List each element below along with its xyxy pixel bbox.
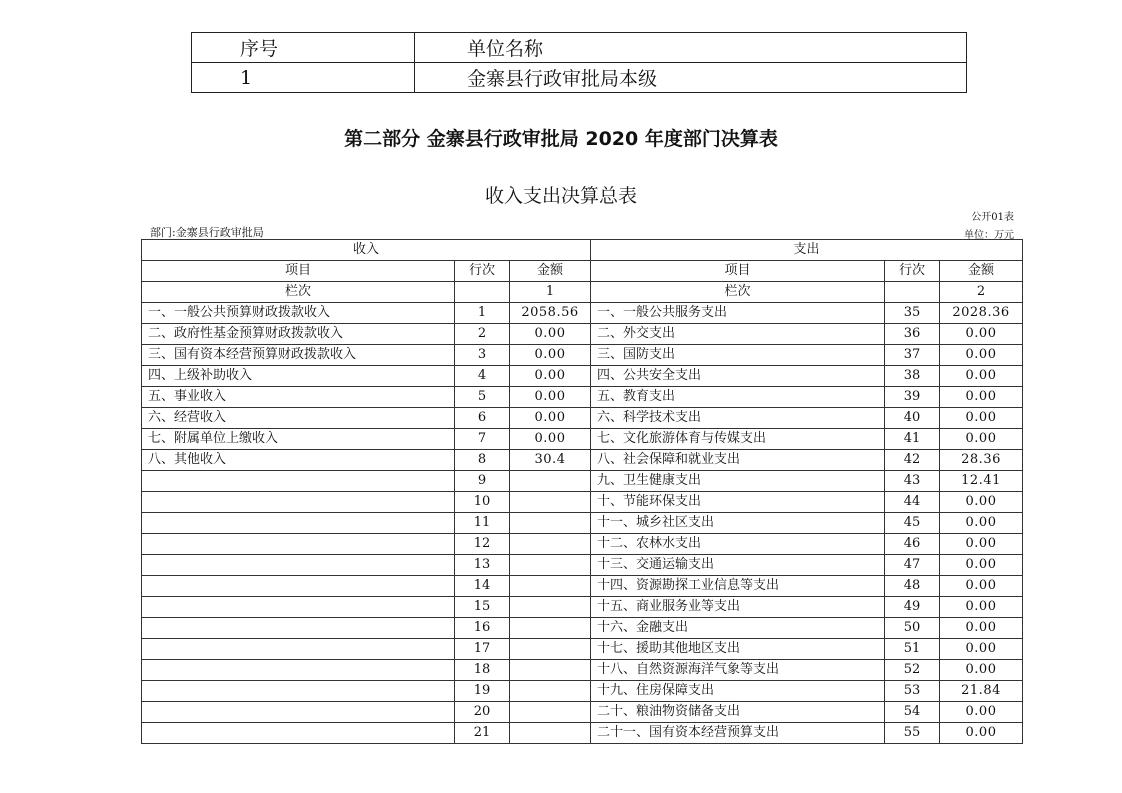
- expense-amount: 0.00: [940, 387, 1023, 408]
- department-label: 部门:金寨县行政审批局: [150, 226, 264, 239]
- table-row: [142, 513, 1023, 534]
- unit-list-row: [192, 63, 967, 93]
- income-amount: 0.00: [510, 387, 591, 408]
- table-row: [142, 450, 1023, 471]
- table-row: [142, 660, 1023, 681]
- income-amount: 0.00: [510, 366, 591, 387]
- expense-row-no: 45: [885, 513, 940, 534]
- income-item: 一、一般公共预算财政拨款收入: [142, 303, 455, 324]
- table-row: [142, 576, 1023, 597]
- income-item: [142, 513, 455, 534]
- expense-item: 十九、住房保障支出: [591, 681, 885, 702]
- expense-item: 二十一、国有资本经营预算支出: [591, 723, 885, 744]
- income-amount: [510, 534, 591, 555]
- table-row: [142, 324, 1023, 345]
- expense-col-item: 项目: [591, 261, 885, 282]
- expense-col-row: 行次: [885, 261, 940, 282]
- expense-row-no: 43: [885, 471, 940, 492]
- expense-item: 十四、资源勘探工业信息等支出: [591, 576, 885, 597]
- expense-amount: 0.00: [940, 408, 1023, 429]
- expense-row-no: 48: [885, 576, 940, 597]
- expense-lanci-label: 栏次: [591, 282, 885, 303]
- expense-item: 十、节能环保支出: [591, 492, 885, 513]
- income-amount: [510, 618, 591, 639]
- income-row-no: 14: [455, 576, 510, 597]
- expense-row-no: 35: [885, 303, 940, 324]
- income-row-no: 2: [455, 324, 510, 345]
- table-row: [142, 492, 1023, 513]
- expense-amount: 0.00: [940, 429, 1023, 450]
- income-item: [142, 492, 455, 513]
- expense-amount: 0.00: [940, 555, 1023, 576]
- expense-row-no: 42: [885, 450, 940, 471]
- income-amount: 0.00: [510, 345, 591, 366]
- expense-row-no: 46: [885, 534, 940, 555]
- income-item: [142, 597, 455, 618]
- expense-amount: 0.00: [940, 513, 1023, 534]
- income-amount: 2058.56: [510, 303, 591, 324]
- expense-item: 十七、援助其他地区支出: [591, 639, 885, 660]
- expense-amount: 0.00: [940, 324, 1023, 345]
- income-row-no: 1: [455, 303, 510, 324]
- income-amount: [510, 660, 591, 681]
- expense-row-no: 47: [885, 555, 940, 576]
- table-row: [142, 471, 1023, 492]
- expense-item: 六、科学技术支出: [591, 408, 885, 429]
- expense-item: 八、社会保障和就业支出: [591, 450, 885, 471]
- income-col-item: 项目: [142, 261, 455, 282]
- expense-lanci-blank: [885, 282, 940, 303]
- table-row: [142, 534, 1023, 555]
- income-item: 五、事业收入: [142, 387, 455, 408]
- expense-item: 四、公共安全支出: [591, 366, 885, 387]
- table-row: [142, 618, 1023, 639]
- income-amount: [510, 597, 591, 618]
- expense-row-no: 37: [885, 345, 940, 366]
- income-expense-body: [142, 303, 1023, 744]
- expense-row-no: 40: [885, 408, 940, 429]
- form-code: 公开01表: [971, 212, 1014, 223]
- income-item: 六、经营收入: [142, 408, 455, 429]
- income-amount: [510, 555, 591, 576]
- table-row: [142, 597, 1023, 618]
- expense-amount: 0.00: [940, 702, 1023, 723]
- lanci-row: [142, 282, 1023, 303]
- income-item: [142, 681, 455, 702]
- income-item: [142, 618, 455, 639]
- expense-item: 十三、交通运输支出: [591, 555, 885, 576]
- unit-list-unit-name: 金寨县行政审批局本级: [415, 63, 967, 93]
- income-row-no: 3: [455, 345, 510, 366]
- income-lanci-blank: [455, 282, 510, 303]
- income-item: 四、上级补助收入: [142, 366, 455, 387]
- income-row-no: 5: [455, 387, 510, 408]
- income-lanci-label: 栏次: [142, 282, 455, 303]
- income-row-no: 8: [455, 450, 510, 471]
- unit-list-header-seq: 序号: [192, 33, 415, 63]
- income-amount: 0.00: [510, 324, 591, 345]
- income-row-no: 17: [455, 639, 510, 660]
- expense-amount: 0.00: [940, 366, 1023, 387]
- expense-item: 十一、城乡社区支出: [591, 513, 885, 534]
- income-amount: [510, 639, 591, 660]
- table-row: [142, 723, 1023, 744]
- income-item: 八、其他收入: [142, 450, 455, 471]
- expense-lanci-no: 2: [940, 282, 1023, 303]
- expense-row-no: 50: [885, 618, 940, 639]
- column-header-row: [142, 261, 1023, 282]
- income-item: 三、国有资本经营预算财政拨款收入: [142, 345, 455, 366]
- expense-item: 一、一般公共服务支出: [591, 303, 885, 324]
- expense-amount: 12.41: [940, 471, 1023, 492]
- income-amount: [510, 492, 591, 513]
- income-amount: [510, 471, 591, 492]
- expense-amount: 0.00: [940, 723, 1023, 744]
- income-item: [142, 555, 455, 576]
- expense-row-no: 38: [885, 366, 940, 387]
- income-amount: [510, 702, 591, 723]
- section-header-row: [142, 240, 1023, 261]
- income-amount: [510, 723, 591, 744]
- expense-item: 九、卫生健康支出: [591, 471, 885, 492]
- expense-row-no: 55: [885, 723, 940, 744]
- table-row: [142, 345, 1023, 366]
- expense-item: 十五、商业服务业等支出: [591, 597, 885, 618]
- income-amount: [510, 576, 591, 597]
- income-item: [142, 660, 455, 681]
- income-amount: 0.00: [510, 429, 591, 450]
- income-row-no: 16: [455, 618, 510, 639]
- income-item: [142, 639, 455, 660]
- income-row-no: 11: [455, 513, 510, 534]
- expense-row-no: 53: [885, 681, 940, 702]
- income-row-no: 12: [455, 534, 510, 555]
- expense-row-no: 54: [885, 702, 940, 723]
- unit-note: 单位：万元: [964, 230, 1014, 241]
- income-row-no: 19: [455, 681, 510, 702]
- expense-row-no: 39: [885, 387, 940, 408]
- unit-list-header-name: 单位名称: [415, 33, 967, 63]
- income-row-no: 6: [455, 408, 510, 429]
- expense-amount: 0.00: [940, 534, 1023, 555]
- expense-item: 十二、农林水支出: [591, 534, 885, 555]
- expense-item: 十六、金融支出: [591, 618, 885, 639]
- expense-row-no: 52: [885, 660, 940, 681]
- table-row: [142, 387, 1023, 408]
- expense-amount: 28.36: [940, 450, 1023, 471]
- income-item: 七、附属单位上缴收入: [142, 429, 455, 450]
- expense-row-no: 49: [885, 597, 940, 618]
- table-row: [142, 408, 1023, 429]
- income-row-no: 7: [455, 429, 510, 450]
- income-col-row: 行次: [455, 261, 510, 282]
- expense-item: 二、外交支出: [591, 324, 885, 345]
- table-row: [142, 555, 1023, 576]
- table-row: [142, 429, 1023, 450]
- table-row: [142, 303, 1023, 324]
- unit-list-seq: 1: [192, 63, 415, 93]
- expense-item: 十八、自然资源海洋气象等支出: [591, 660, 885, 681]
- income-amount: [510, 513, 591, 534]
- expense-amount: 0.00: [940, 576, 1023, 597]
- expense-item: 五、教育支出: [591, 387, 885, 408]
- income-col-amount: 金额: [510, 261, 591, 282]
- expense-item: 三、国防支出: [591, 345, 885, 366]
- income-row-no: 20: [455, 702, 510, 723]
- unit-list-header-row: [192, 33, 967, 63]
- income-row-no: 21: [455, 723, 510, 744]
- income-item: 二、政府性基金预算财政拨款收入: [142, 324, 455, 345]
- income-amount: 0.00: [510, 408, 591, 429]
- table-row: [142, 366, 1023, 387]
- income-item: [142, 576, 455, 597]
- table-row: [142, 702, 1023, 723]
- income-expense-table: [141, 239, 1023, 744]
- expense-row-no: 36: [885, 324, 940, 345]
- expense-item: 二十、粮油物资储备支出: [591, 702, 885, 723]
- income-row-no: 13: [455, 555, 510, 576]
- expense-section-header: 支出: [591, 240, 1023, 261]
- income-section-header: 收入: [142, 240, 591, 261]
- expense-row-no: 41: [885, 429, 940, 450]
- table-title: 收入支出决算总表: [484, 185, 637, 207]
- income-row-no: 15: [455, 597, 510, 618]
- income-item: [142, 702, 455, 723]
- income-item: [142, 723, 455, 744]
- income-row-no: 4: [455, 366, 510, 387]
- unit-list-table: [191, 32, 967, 93]
- expense-amount: 21.84: [940, 681, 1023, 702]
- expense-amount: 2028.36: [940, 303, 1023, 324]
- expense-amount: 0.00: [940, 639, 1023, 660]
- income-item: [142, 534, 455, 555]
- expense-col-amount: 金额: [940, 261, 1023, 282]
- income-amount: 30.4: [510, 450, 591, 471]
- expense-amount: 0.00: [940, 597, 1023, 618]
- table-row: [142, 681, 1023, 702]
- table-row: [142, 639, 1023, 660]
- expense-row-no: 44: [885, 492, 940, 513]
- expense-item: 七、文化旅游体育与传媒支出: [591, 429, 885, 450]
- income-lanci-no: 1: [510, 282, 591, 303]
- income-amount: [510, 681, 591, 702]
- income-row-no: 9: [455, 471, 510, 492]
- income-row-no: 10: [455, 492, 510, 513]
- income-row-no: 18: [455, 660, 510, 681]
- income-item: [142, 471, 455, 492]
- expense-amount: 0.00: [940, 345, 1023, 366]
- expense-amount: 0.00: [940, 618, 1023, 639]
- expense-amount: 0.00: [940, 492, 1023, 513]
- part-title: 第二部分 金寨县行政审批局 2020 年度部门决算表: [344, 128, 778, 150]
- expense-row-no: 51: [885, 639, 940, 660]
- expense-amount: 0.00: [940, 660, 1023, 681]
